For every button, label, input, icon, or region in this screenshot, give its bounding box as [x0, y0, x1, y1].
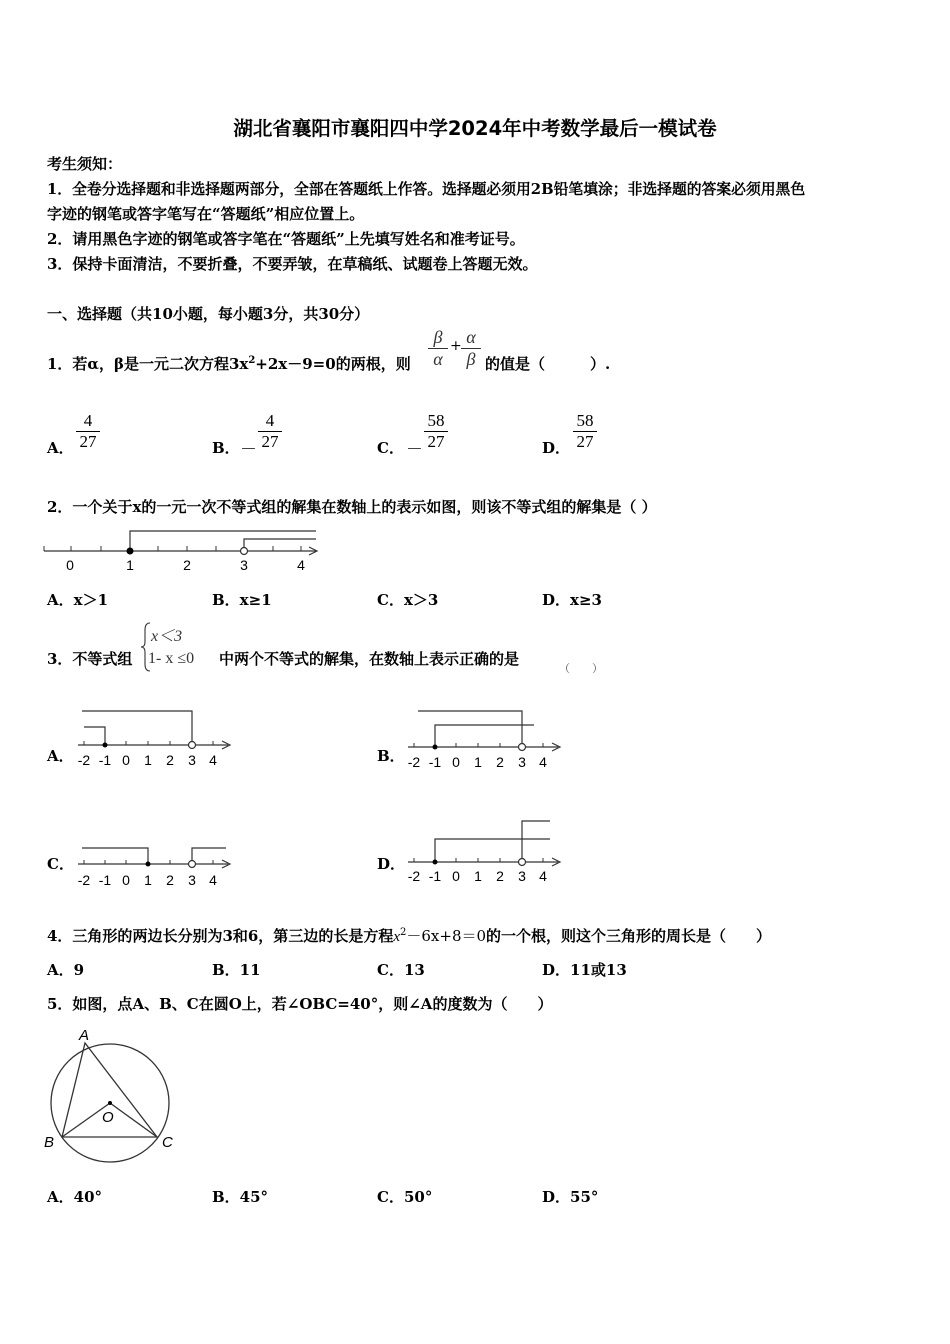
svg-text:3: 3 — [518, 868, 526, 884]
q5-option-d: D．55° — [542, 1188, 599, 1206]
q5-option-a: A．40° — [47, 1188, 103, 1206]
q5-option-b: B．45° — [212, 1188, 269, 1206]
svg-text:4: 4 — [539, 868, 547, 884]
q3-option-c-number-line — [76, 836, 236, 896]
q5-text: 5．如图，点A、B、C在圆O上，若∠OBC=40°，则∠A的度数为（ ） — [47, 995, 553, 1013]
q2-option-c: C．x＞3 — [377, 591, 439, 609]
svg-text:-1: -1 — [98, 872, 112, 888]
svg-text:-2: -2 — [77, 872, 91, 888]
svg-text:2: 2 — [166, 872, 174, 888]
svg-text:0: 0 — [122, 872, 130, 888]
q1-option-c-sign: － — [406, 440, 423, 460]
svg-text:0: 0 — [122, 752, 130, 768]
svg-text:-2: -2 — [407, 868, 421, 884]
q3-inequality-1: x＜3 — [151, 628, 183, 645]
svg-text:3: 3 — [188, 752, 196, 768]
svg-text:-2: -2 — [407, 754, 421, 770]
q2-option-a: A．x＞1 — [47, 591, 109, 609]
q2-solid-point — [127, 548, 134, 555]
q3-prefix: 3．不等式组 — [47, 650, 133, 668]
q5-circle-figure — [40, 1025, 180, 1170]
svg-text:1: 1 — [144, 872, 152, 888]
page-title: 湖北省襄阳市襄阳四中学2024年中考数学最后一模试卷 — [233, 117, 717, 140]
q2-tick-label: 2 — [183, 557, 191, 573]
notice-line-2: 2．请用黑色字迹的钢笔或答字笔在“答题纸”上先填写姓名和准考证号。 — [47, 230, 525, 248]
svg-text:1: 1 — [474, 754, 482, 770]
svg-text:1: 1 — [144, 752, 152, 768]
q2-tick-label: 3 — [240, 557, 248, 573]
q3-option-b-label: B． — [377, 747, 405, 765]
q4-option-b: B．11 — [212, 961, 261, 979]
q1-frac-beta-alpha: β α — [428, 327, 448, 370]
q3-option-a-number-line — [76, 705, 236, 775]
svg-text:1: 1 — [474, 868, 482, 884]
q1-option-c-label: C． — [377, 439, 404, 457]
q2-option-b: B．x≥1 — [212, 591, 272, 609]
q1-option-c-fraction: $\frac{58}{27}$ — [424, 411, 448, 452]
q1-option-b-label: B． — [212, 439, 240, 457]
q1-option-a-label: A． — [47, 439, 74, 457]
q1-option-b-sign: － — [240, 440, 257, 460]
svg-text:0: 0 — [452, 754, 460, 770]
q2-text: 2．一个关于x的一元一次不等式组的解集在数轴上的表示如图，则该不等式组的解集是（ ） — [47, 498, 657, 516]
notice-line-1a: 1．全卷分选择题和非选择题两部分，全部在答题纸上作答。选择题必须用2B铅笔填涂；非选择题的答案必须用黑色 — [47, 181, 806, 198]
q5-label-a: A — [79, 1027, 90, 1044]
q1-suffix: 的值是（ ）. — [485, 355, 611, 373]
q3-option-c-label: C． — [47, 855, 74, 873]
svg-text:4: 4 — [539, 754, 547, 770]
q3-answer-paren: （ ） — [559, 662, 603, 675]
svg-text:2: 2 — [496, 754, 504, 770]
q1-option-b-fraction: $\frac{4}{27}$ — [258, 411, 282, 452]
q1-option-d-label: D． — [542, 439, 571, 457]
section-heading: 一、选择题（共10小题，每小题3分，共30分） — [47, 305, 370, 323]
q5-center-point — [108, 1101, 112, 1105]
q3-suffix: 中两个不等式的解集，在数轴上表示正确的是 — [219, 650, 520, 668]
q3-option-a-label: A． — [47, 747, 74, 765]
q3-option-d-number-line — [406, 815, 576, 890]
q4-option-a: A．9 — [47, 961, 85, 979]
q2-tick-label: 0 — [66, 557, 74, 573]
svg-text:-1: -1 — [428, 754, 442, 770]
svg-text:3: 3 — [518, 754, 526, 770]
svg-text:4: 4 — [209, 872, 217, 888]
q3-option-d-label: D． — [377, 855, 406, 873]
q2-open-point — [241, 548, 248, 555]
q5-label-o: O — [102, 1109, 114, 1126]
q1-frac-alpha-beta: α β — [461, 327, 481, 370]
q5-option-c: C．50° — [377, 1188, 433, 1206]
q3-inequality-2: 1- x ≤0 — [148, 650, 195, 667]
q2-option-d: D．x≥3 — [542, 591, 602, 609]
q1-plus: + — [450, 338, 462, 354]
svg-text:3: 3 — [188, 872, 196, 888]
q3-option-b-number-line — [406, 705, 566, 775]
notice-line-3: 3．保持卡面清洁，不要折叠，不要弄皱，在草稿纸、试题卷上答题无效。 — [47, 255, 538, 273]
q4-option-d: D．11或13 — [542, 961, 627, 979]
q5-label-b: B — [44, 1134, 55, 1151]
svg-text:-2: -2 — [77, 752, 91, 768]
q2-ray-x-gt-3 — [244, 539, 316, 551]
svg-text:-1: -1 — [428, 868, 442, 884]
q2-ticks — [44, 546, 301, 551]
svg-text:0: 0 — [452, 868, 460, 884]
q1-option-d-fraction: $\frac{58}{27}$ — [573, 411, 597, 452]
q2-tick-label: 1 — [126, 557, 134, 573]
q4-text: 4．三角形的两边长分别为3和6，第三边的长是方程$x^2-6x+8=0$的一个根，则这个三角形的周长是（ ） — [47, 927, 772, 945]
notice-heading: 考生须知： — [47, 155, 123, 173]
notice-line-1b: 字迹的钢笔或答字笔写在“答题纸”相应位置上。 — [47, 205, 365, 223]
svg-text:-1: -1 — [98, 752, 112, 768]
svg-text:2: 2 — [166, 752, 174, 768]
q5-segment-oc — [110, 1103, 157, 1137]
q2-number-line — [40, 525, 330, 575]
q1-option-a-fraction: $\frac{4}{27}$ — [76, 411, 100, 452]
q4-option-c: C．13 — [377, 961, 425, 979]
q1-prefix: 1．若α，β是一元二次方程$3x^2+2x-9=0$的两根，则 — [47, 355, 411, 373]
q2-tick-label: 4 — [297, 557, 305, 573]
svg-text:2: 2 — [496, 868, 504, 884]
q5-label-c: C — [162, 1134, 173, 1151]
svg-text:4: 4 — [209, 752, 217, 768]
